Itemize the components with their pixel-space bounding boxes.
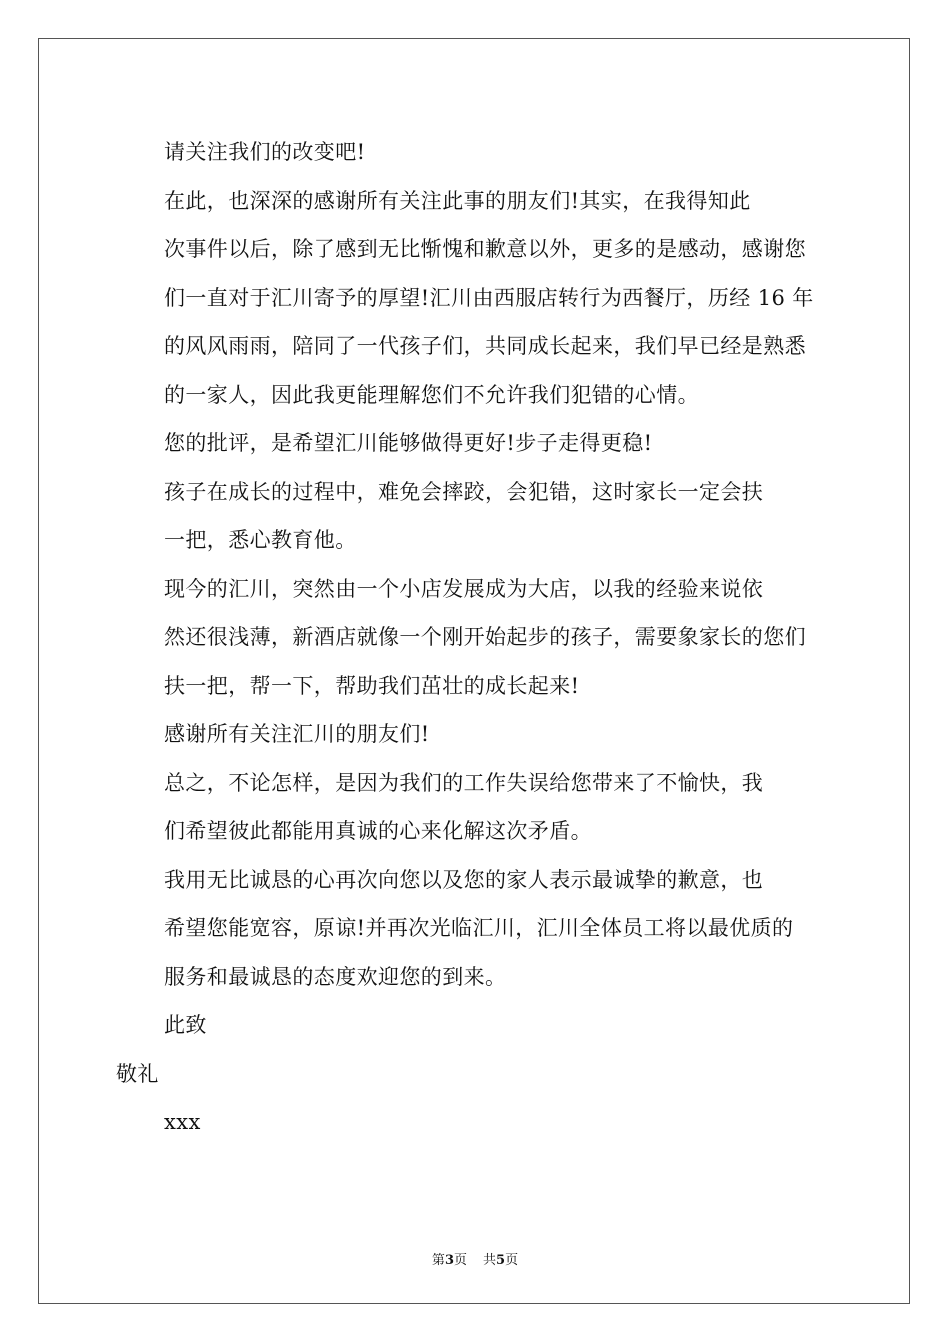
text-line: 的风风雨雨，陪同了一代孩子们，共同成长起来，我们早已经是熟悉 [164,334,806,358]
text-line: 感谢所有关注汇川的朋友们! [164,722,430,746]
text-line: 此致 [164,1013,207,1037]
text-line: 服务和最诚恳的态度欢迎您的到来。 [164,964,507,989]
footer-total-suffix: 页 [505,1253,519,1268]
text-line: 们希望彼此都能用真诚的心来化解这次矛盾。 [164,819,592,843]
text-line: 们一直对于汇川寄予的厚望!汇川由西服店转行为西餐厅，历经 16 年 [164,285,814,310]
text-line: xxx [164,1110,201,1134]
paragraph [116,1050,834,1099]
text-line: 孩子在成长的过程中，难免会摔跤，会犯错，这时家长一定会扶 [164,479,764,504]
text-line: 的一家人，因此我更能理解您们不允许我们犯错的心情。 [164,382,699,407]
paragraph [116,468,834,565]
text-line: 您的批评，是希望汇川能够做得更好!步子走得更稳! [164,431,653,455]
text-line: 次事件以后，除了感到无比惭愧和歉意以外，更多的是感动，感谢您 [164,237,806,261]
paragraph [116,759,834,856]
text-line: 我用无比诚恳的心再次向您以及您的家人表示最诚挚的歉意，也 [164,867,764,892]
paragraph [116,710,834,759]
footer-page-suffix: 页 [453,1253,467,1268]
text-line: 总之，不论怎样，是因为我们的工作失误给您带来了不愉快，我 [164,770,764,795]
text-line: 现今的汇川，突然由一个小店发展成为大店，以我的经验来说依 [164,576,764,601]
paragraph [116,1001,834,1050]
text-line: 一把，悉心教育他。 [164,528,357,552]
paragraph [116,565,834,711]
footer-total-prefix: 共 [483,1253,497,1268]
footer-page-prefix: 第 [431,1253,445,1268]
footer-total-pages: 5 [496,1253,506,1268]
footer-current-page: 3 [444,1253,454,1268]
paragraph [116,1098,834,1147]
page-footer [0,1249,950,1268]
text-line: 然还很浅薄，新酒店就像一个刚开始起步的孩子，需要象家长的您们 [164,625,806,649]
text-line: 在此，也深深的感谢所有关注此事的朋友们!其实，在我得知此 [164,188,751,213]
paragraph [116,419,834,468]
paragraph [116,177,834,420]
paragraph [116,128,834,177]
text-line: 希望您能宽容，原谅!并再次光临汇川，汇川全体员工将以最优质的 [164,916,794,940]
text-line: 敬礼 [116,1061,159,1086]
text-line: 扶一把，帮一下，帮助我们茁壮的成长起来! [164,673,580,698]
letter-body [116,128,834,1147]
text-line: 请关注我们的改变吧! [164,140,366,164]
paragraph [116,856,834,1002]
